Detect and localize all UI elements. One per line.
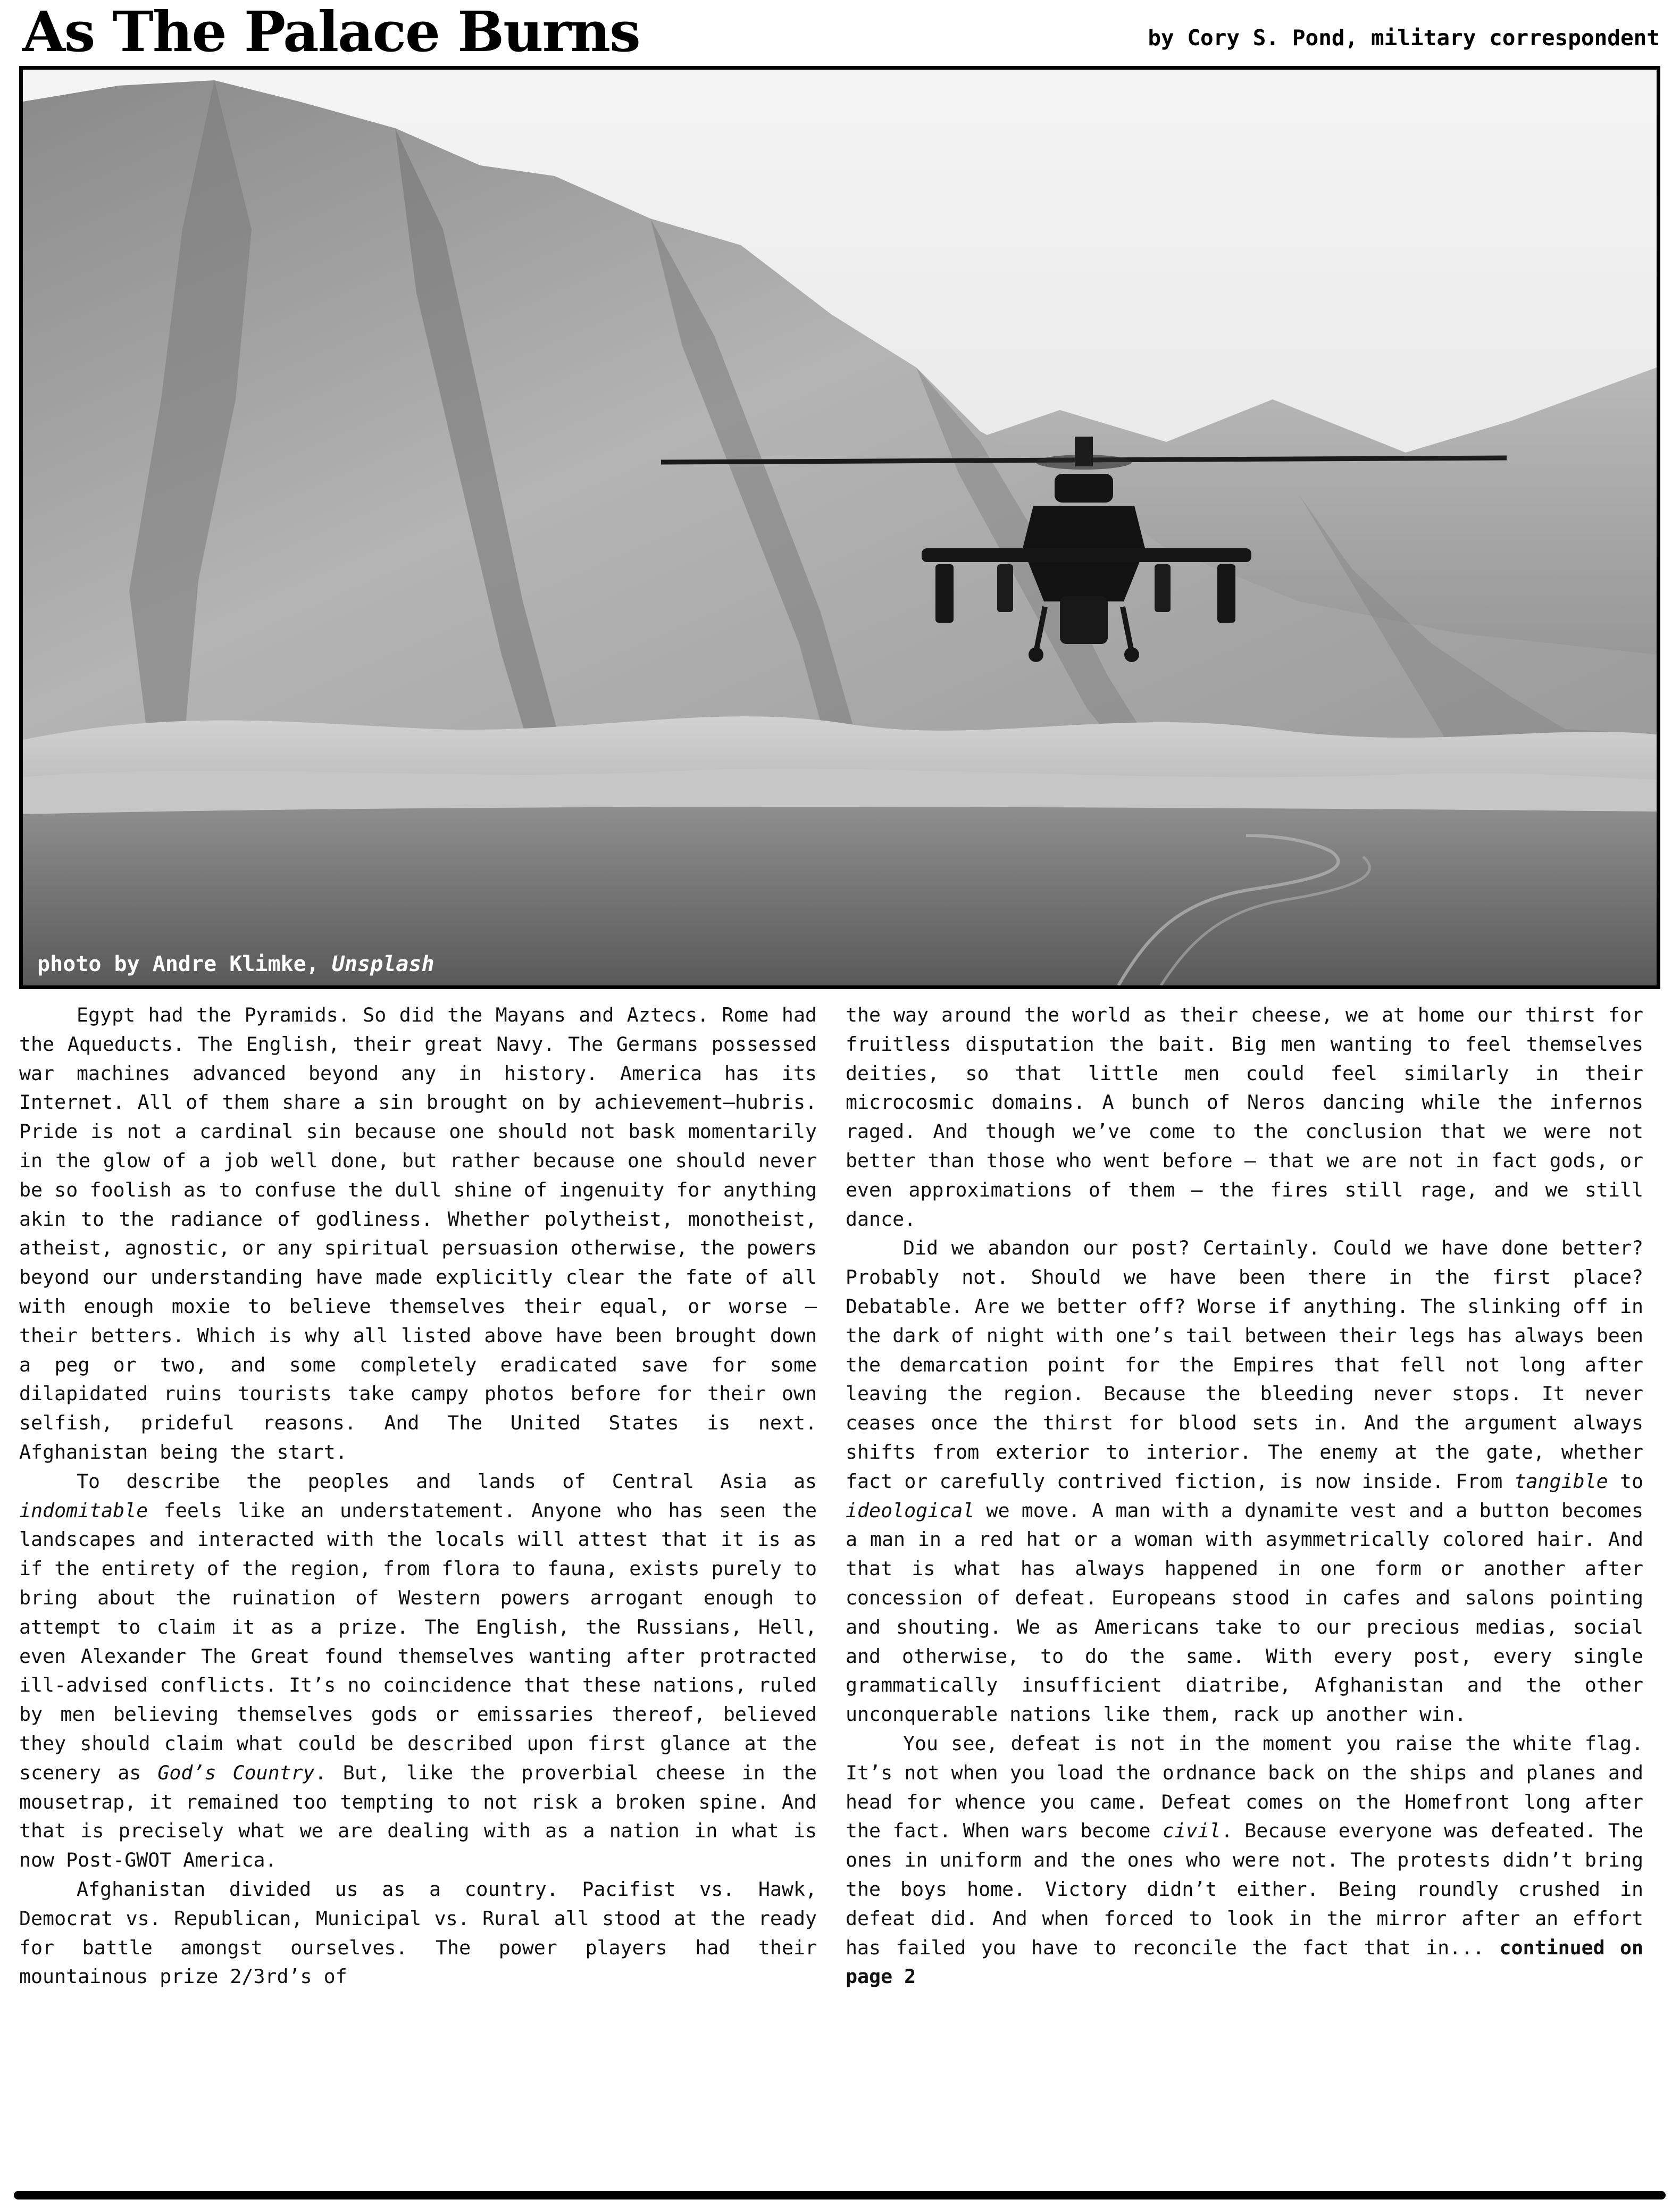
photo-credit-source: Unsplash — [331, 952, 434, 976]
body-text: we move. A man with a dynamite vest and a button becomes a man in a red hat or a woman with asymmetrically colored hair. And that is what has always happened in one form or another after concession of defeat. Europeans stood in cafes and salons pointing and shouting. We as Americans take to our precious medias, social and otherwise, to do the same. With every post, every single grammatically insufficient diatribe, Afghanistan and the other unconquerable nations like them, rack up another win. — [846, 1499, 1643, 1726]
body-text: . But, like the proverbial cheese in the mousetrap, it remained too tempting to not risk a broken spine. And that is precisely what we are dealing with as a nation in what is now Post-GWOT America. — [19, 1761, 817, 1872]
body-text: Did we abandon our post? Certainly. Could we have done better? Probably not. Should we have been there in the first place? Debatable. Are we better off? Worse if anything. The slinking off in the dark of night with one’s tail between their legs has always been the demarcation point for the Empires that fell not long after leaving the region. Because the bleeding never stops. It never ceases once the thirst for blood sets in. And the argument always shifts from exterior to interior. The enemy at the gate, whether fact or carefully contrived fiction, is now inside. From — [846, 1236, 1643, 1493]
body-paragraph: the way around the world as their cheese, we at home our thirst for fruitless disputation the bait. Big men wanting to feel themselves deities, so that little men could feel similarly in their microcosmic domains. A bunch of Neros dancing while the infernos raged. And though we’ve come to the conclusion that we were not better than those who went before — that we are not in fact gods, or even approximations of them — the fires still rage, and we still dance. — [846, 1003, 1643, 1231]
article-column-right — [846, 1001, 1643, 1992]
bottom-rule — [14, 2191, 1666, 2199]
body-paragraph: Egypt had the Pyramids. So did the Mayans and Aztecs. Rome had the Aqueducts. The English, their great Navy. The Germans possessed war machines advanced beyond any in history. America has its Internet. All of them share a sin brought on by achievement—hubris. Pride is not a cardinal sin because one should not bask momentarily in the glow of a job well done, but rather because one should never be so foolish as to confuse the dull shine of ingenuity for anything akin to the radiance of godliness. Whether polytheist, monotheist, atheist, agnostic, or any spiritual persuasion otherwise, the powers beyond our understanding have made explicitly clear the fate of all with enough moxie to believe themselves their equal, or worse — their betters. Which is why all listed above have been brought down a peg or two, and some completely eradicated save for some dilapidated ruins tourists take campy photos before for their own selfish, prideful reasons. And The United States is next. Afghanistan being the start. — [19, 1003, 817, 1463]
photo-credit — [37, 952, 434, 976]
continued-link[interactable]: continued on page 2 — [846, 1936, 1643, 1988]
body-paragraph — [846, 1234, 1643, 1729]
article-byline: by Cory S. Pond, military correspondent — [1148, 25, 1660, 51]
body-paragraph: Afghanistan divided us as a country. Pacifist vs. Hawk, Democrat vs. Republican, Municipal vs. Rural all stood at the ready for battle amongst ourselves. The power players had their mountainous prize 2/3rd’s of — [19, 1877, 817, 1988]
body-emphasis: ideological — [846, 1499, 975, 1522]
body-emphasis: God’s Country — [157, 1761, 315, 1784]
body-text: You see, defeat is not in the moment you raise the white flag. It’s not when you load the ordnance back on the ships and planes and head for whence you came. Defeat comes on the Homefront long after the fact. When wars become — [846, 1732, 1643, 1843]
body-text: feels like an understatement. Anyone who has seen the landscapes and interacted with the locals will attest that it is as if the entirety of the region, from flora to fauna, exists purely to bring about the ruination of Western powers arrogant enough to attempt to claim it as a prize. The English, the Russians, Hell, even Alexander The Great found themselves wanting after protracted ill-advised conflicts. It’s no coincidence that these nations, ruled by men believing themselves gods or emissaries thereof, believed they should claim what could be described upon first glance at the scenery as — [19, 1499, 817, 1784]
body-text: to — [1608, 1469, 1643, 1493]
body-text: To describe the peoples and lands of Central Asia as — [77, 1469, 817, 1493]
body-paragraph — [19, 1467, 817, 1875]
body-emphasis: civil — [1162, 1819, 1221, 1843]
body-text: . Because everyone was defeated. The ones in uniform and the ones who were not. The protests didn’t bring the boys home. Victory didn’t either. Being roundly crushed in defeat did. And when forced to look in the mirror after an effort has failed you have to reconcile the fact that in... — [846, 1819, 1643, 1959]
article-column-left — [19, 1001, 817, 1992]
article-headline: As The Palace Burns — [22, 0, 640, 64]
body-paragraph — [846, 1729, 1643, 1992]
body-emphasis: tangible — [1514, 1469, 1608, 1493]
body-emphasis: indomitable — [19, 1499, 148, 1522]
article-photo — [19, 66, 1660, 989]
helicopter-mountain-photo — [23, 70, 1657, 985]
photo-credit-prefix: photo by Andre Klimke, — [37, 952, 332, 976]
